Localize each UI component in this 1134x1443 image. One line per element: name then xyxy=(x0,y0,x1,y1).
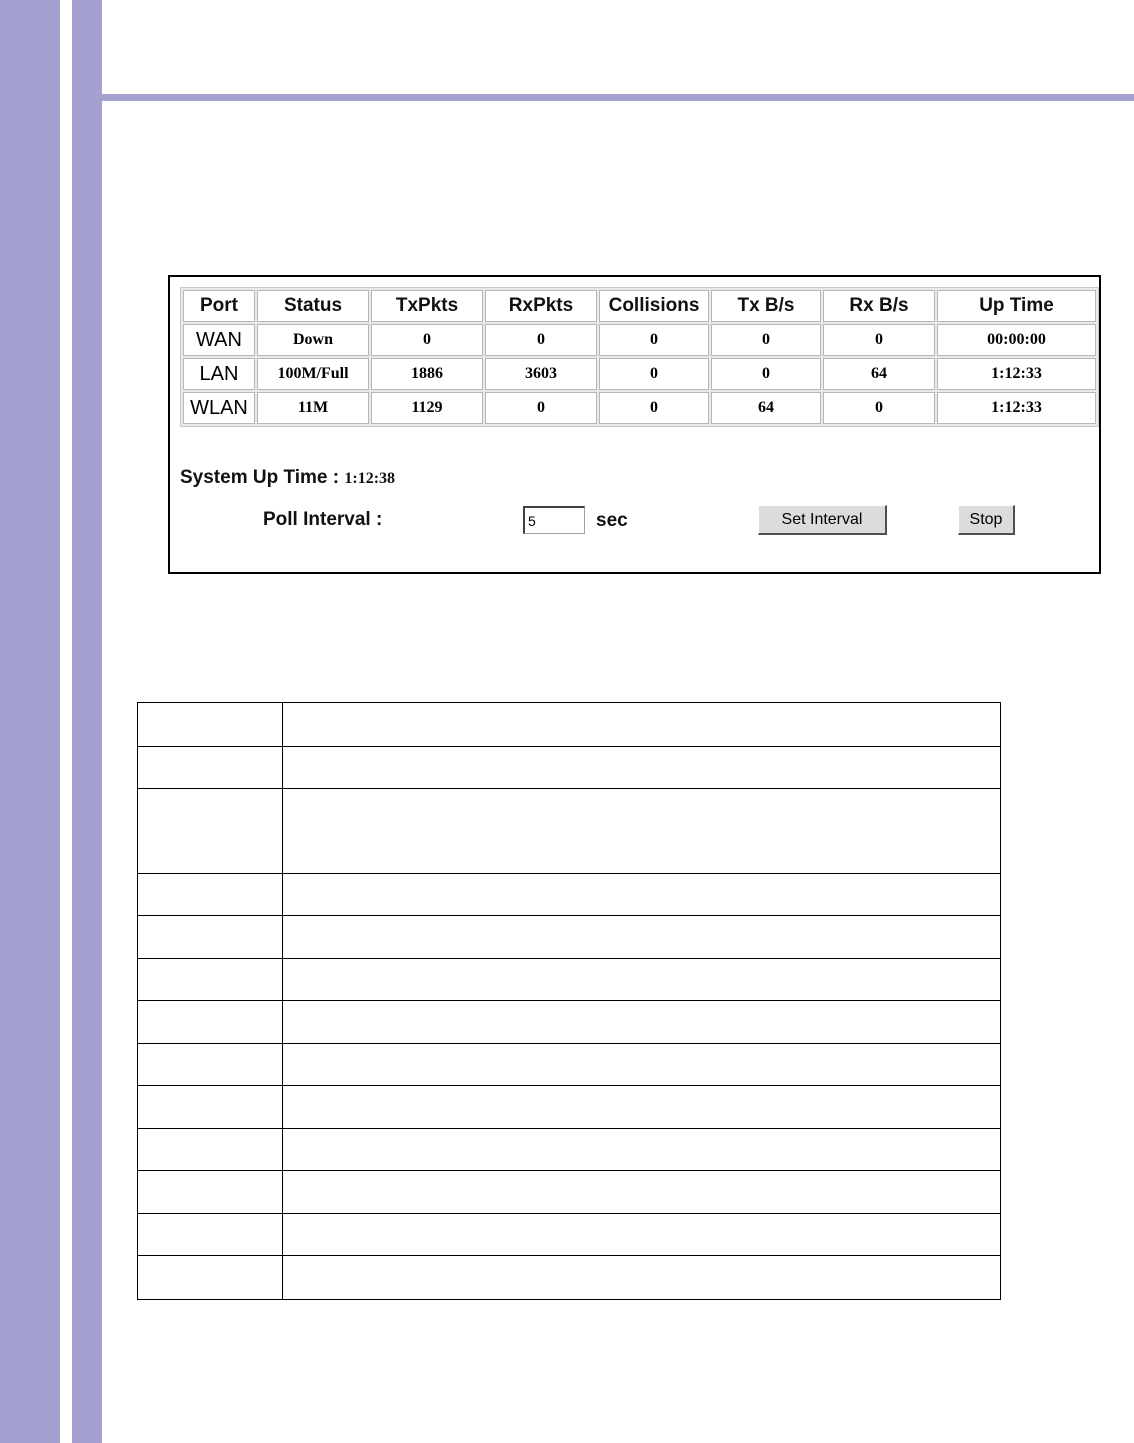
table-row xyxy=(138,703,1001,747)
table-row xyxy=(138,789,1001,874)
txpkts-cell: 1886 xyxy=(371,358,483,390)
table-cell xyxy=(138,703,283,747)
txpkts-cell: 1129 xyxy=(371,392,483,424)
statistics-table xyxy=(180,287,1099,427)
col-header-txbs: Tx B/s xyxy=(711,290,821,322)
table-cell xyxy=(138,1001,283,1044)
table-cell xyxy=(138,1214,283,1256)
collisions-cell: 0 xyxy=(599,358,709,390)
status-cell: Down xyxy=(257,324,369,356)
table-row xyxy=(138,1256,1001,1300)
table-cell xyxy=(138,874,283,916)
statistics-header-row xyxy=(183,290,1096,322)
collisions-cell: 0 xyxy=(599,324,709,356)
table-row xyxy=(138,959,1001,1001)
table-cell xyxy=(283,1086,1001,1129)
side-strip-inner xyxy=(72,0,102,1443)
rxbs-cell: 0 xyxy=(823,392,935,424)
table-cell xyxy=(283,747,1001,789)
statistics-panel xyxy=(168,275,1101,574)
txpkts-cell: 0 xyxy=(371,324,483,356)
rxbs-cell: 0 xyxy=(823,324,935,356)
status-cell: 100M/Full xyxy=(257,358,369,390)
table-cell xyxy=(283,703,1001,747)
table-row xyxy=(138,1044,1001,1086)
system-uptime-label: System Up Time : xyxy=(180,467,345,488)
rxpkts-cell: 0 xyxy=(485,324,597,356)
table-cell xyxy=(138,1129,283,1171)
table-cell xyxy=(283,1171,1001,1214)
port-cell: WLAN xyxy=(183,392,255,424)
table-cell xyxy=(283,789,1001,874)
col-header-txpkts: TxPkts xyxy=(371,290,483,322)
system-uptime xyxy=(180,467,395,489)
side-strip-outer xyxy=(0,0,60,1443)
col-header-status: Status xyxy=(257,290,369,322)
table-row xyxy=(138,1214,1001,1256)
table-row xyxy=(183,324,1096,356)
poll-interval-unit: sec xyxy=(596,510,628,531)
table-cell xyxy=(138,789,283,874)
poll-interval-input[interactable] xyxy=(523,506,585,534)
rxpkts-cell: 0 xyxy=(485,392,597,424)
set-interval-button[interactable]: Set Interval xyxy=(758,505,887,535)
stop-button[interactable]: Stop xyxy=(958,505,1015,535)
table-cell xyxy=(138,1171,283,1214)
table-cell xyxy=(283,959,1001,1001)
table-cell xyxy=(283,874,1001,916)
port-cell: LAN xyxy=(183,358,255,390)
table-cell xyxy=(283,1001,1001,1044)
description-table xyxy=(137,702,1001,1300)
table-row xyxy=(183,358,1096,390)
table-cell xyxy=(283,1044,1001,1086)
table-cell xyxy=(283,1129,1001,1171)
table-cell xyxy=(138,916,283,959)
col-header-collisions: Collisions xyxy=(599,290,709,322)
rxbs-cell: 64 xyxy=(823,358,935,390)
uptime-cell: 1:12:33 xyxy=(937,358,1096,390)
system-uptime-value: 1:12:38 xyxy=(344,470,396,487)
col-header-uptime: Up Time xyxy=(937,290,1096,322)
table-cell xyxy=(283,1256,1001,1300)
table-cell xyxy=(138,1086,283,1129)
collisions-cell: 0 xyxy=(599,392,709,424)
uptime-cell: 1:12:33 xyxy=(937,392,1096,424)
table-row xyxy=(183,392,1096,424)
table-cell xyxy=(283,916,1001,959)
col-header-port: Port xyxy=(183,290,255,322)
table-cell xyxy=(283,1214,1001,1256)
table-row xyxy=(138,1129,1001,1171)
uptime-cell: 00:00:00 xyxy=(937,324,1096,356)
table-row xyxy=(138,874,1001,916)
table-row xyxy=(138,1171,1001,1214)
table-cell xyxy=(138,1044,283,1086)
col-header-rxbs: Rx B/s xyxy=(823,290,935,322)
txbs-cell: 64 xyxy=(711,392,821,424)
header-rule xyxy=(102,94,1134,101)
table-row xyxy=(138,1001,1001,1044)
table-row xyxy=(138,916,1001,959)
poll-interval-label: Poll Interval : xyxy=(263,509,383,530)
txbs-cell: 0 xyxy=(711,358,821,390)
col-header-rxpkts: RxPkts xyxy=(485,290,597,322)
table-row xyxy=(138,1086,1001,1129)
txbs-cell: 0 xyxy=(711,324,821,356)
rxpkts-cell: 3603 xyxy=(485,358,597,390)
port-cell: WAN xyxy=(183,324,255,356)
table-row xyxy=(138,747,1001,789)
table-cell xyxy=(138,959,283,1001)
table-cell xyxy=(138,1256,283,1300)
table-cell xyxy=(138,747,283,789)
status-cell: 11M xyxy=(257,392,369,424)
